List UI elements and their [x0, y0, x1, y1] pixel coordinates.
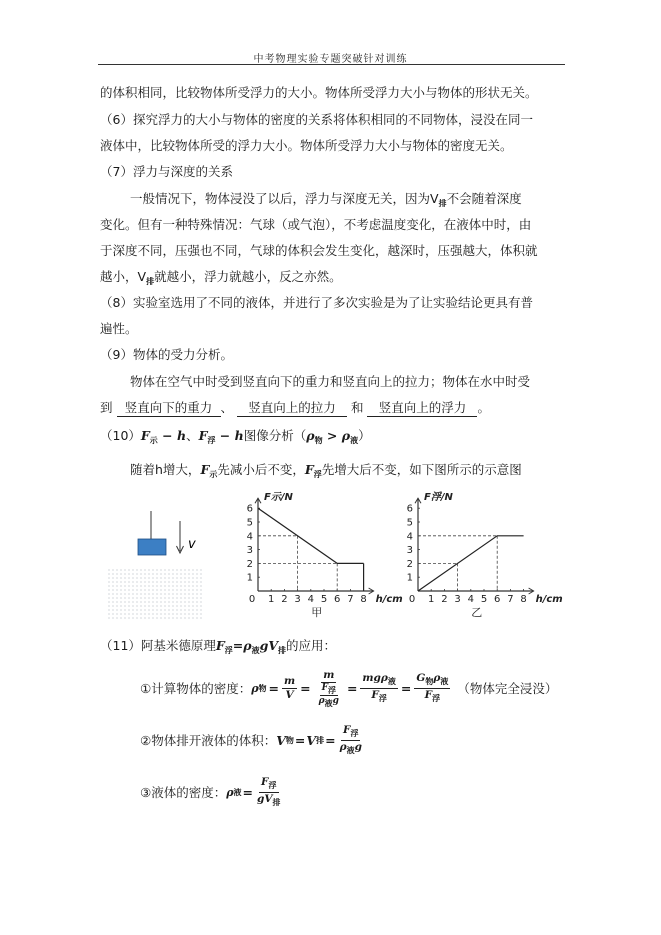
- fraction: [255, 776, 283, 809]
- text-run: 。: [477, 400, 490, 415]
- symbol: ρ: [433, 671, 441, 684]
- paragraph-line: （6）探究浮力的大小与物体的密度的关系将体积相同的不同物体，浸没在同一: [100, 112, 533, 127]
- denominator: [338, 741, 364, 757]
- answer-gravity: 竖直向下的重力: [117, 400, 221, 417]
- y-tick-label: 3: [246, 545, 253, 557]
- numerator: [341, 724, 360, 741]
- symbol: ρ: [341, 428, 351, 443]
- text-run: （11）阿基米德原理: [100, 638, 216, 653]
- denominator: [369, 689, 388, 705]
- x-tick-label: 0: [248, 594, 256, 605]
- text-run: 先增大后不变，如下图所示的示意图: [321, 462, 522, 477]
- subscript: 排: [438, 199, 447, 208]
- subscript: 浮: [350, 727, 359, 738]
- symbol: −: [157, 428, 177, 443]
- y-axis-label: F浮/N: [424, 492, 453, 504]
- x-tick-label: 1: [268, 594, 275, 605]
- subscript: 物: [314, 436, 323, 445]
- subscript: 浮: [327, 684, 336, 695]
- symbol: F: [371, 688, 379, 701]
- symbol: ρ: [339, 740, 347, 753]
- answer-buoyancy: 竖直向上的浮力: [367, 400, 477, 417]
- subscript: 排: [278, 646, 287, 655]
- section-heading: （7）浮力与深度的关系: [100, 164, 233, 179]
- text-run: 和: [350, 400, 364, 415]
- fill-blank-line: [100, 395, 490, 421]
- y-tick-label: 5: [246, 517, 253, 529]
- answer-tension: 竖直向上的拉力: [237, 400, 347, 417]
- section-heading: （9）物体的受力分析。: [100, 347, 233, 362]
- text-run: 到: [100, 400, 113, 415]
- x-tick-label: 5: [320, 594, 328, 605]
- symbol: F: [198, 428, 208, 443]
- symbol: =: [268, 680, 280, 696]
- subscript: 浮: [432, 692, 441, 703]
- symbol: ρ: [380, 671, 388, 684]
- subscript: 示: [209, 470, 218, 479]
- x-tick-label: 4: [307, 594, 314, 605]
- experiment-diagram: [100, 505, 210, 625]
- text-run: ③液体的密度：: [140, 785, 227, 800]
- fraction: [338, 724, 364, 757]
- header-divider: [98, 64, 565, 65]
- symbol: F: [304, 462, 314, 477]
- text-run: 就越小，浮力就越小，反之亦然。: [154, 269, 342, 284]
- paragraph-line: 的体积相同，比较物体所受浮力的大小。物体所受浮力大小与物体的形状无关。: [100, 85, 538, 100]
- y-tick-label: 6: [406, 503, 413, 515]
- text-run: 、: [220, 400, 234, 415]
- text-run: 不会随着深度: [446, 191, 522, 206]
- y-axis-label: F示/N: [264, 492, 293, 504]
- y-tick-label: 4: [406, 531, 413, 543]
- text-run: 先减小后不变，: [217, 462, 305, 477]
- symbol: V: [285, 688, 294, 701]
- symbol: h: [234, 428, 244, 443]
- y-tick-label: 3: [406, 545, 413, 557]
- x-tick-label: 2: [281, 594, 288, 605]
- symbol: >: [322, 428, 342, 443]
- chart-caption: 甲: [311, 606, 323, 619]
- subscript: 液: [233, 787, 242, 797]
- x-tick-label: 4: [467, 594, 474, 605]
- symbol: F: [261, 775, 269, 788]
- symbol: m: [284, 674, 296, 687]
- y-tick-label: 1: [406, 572, 413, 584]
- symbol: g: [354, 740, 362, 753]
- symbol: m: [362, 671, 374, 684]
- symbol: ρ: [318, 695, 325, 706]
- symbol: m: [323, 668, 335, 681]
- x-tick-label: 8: [520, 594, 527, 605]
- x-tick-label: 3: [294, 594, 301, 605]
- text-run: 、: [186, 428, 199, 443]
- page-header: 中考物理实验专题突破针对训练: [253, 54, 408, 65]
- velocity-label: v: [188, 537, 196, 552]
- symbol: ρ: [251, 681, 259, 695]
- symbol: V: [268, 638, 279, 653]
- chart-caption: 乙: [471, 606, 483, 619]
- paragraph-line: 液体中，比较物体所受的浮力大小。物体所受浮力大小与物体的密度无关。: [100, 138, 513, 153]
- subscript: 浮: [313, 470, 322, 479]
- symbol: g: [332, 695, 339, 706]
- x-tick-label: 8: [360, 594, 367, 605]
- formula-object-density: [140, 670, 557, 706]
- formula-liquid-density: [140, 774, 284, 810]
- subscript: 排: [316, 735, 325, 745]
- numerator: [282, 675, 297, 689]
- fraction: [414, 672, 450, 705]
- subscript: 浮: [268, 779, 277, 790]
- numerator: [320, 683, 338, 696]
- subscript: 物: [258, 683, 267, 693]
- subscript: 示: [149, 436, 158, 445]
- denominator: [255, 793, 283, 809]
- nested-fraction: [317, 683, 341, 708]
- section-heading: [100, 423, 371, 454]
- y-tick-label: 4: [246, 531, 253, 543]
- paragraph-line: （8）实验室选用了不同的液体，并进行了多次实验是为了让实验结论更具有普: [100, 295, 533, 310]
- subscript: 排: [146, 277, 155, 286]
- symbol: =: [346, 680, 358, 696]
- text-run: ②物体排开液体的体积：: [140, 733, 277, 748]
- symbol: =: [400, 680, 412, 696]
- text-run: 的应用：: [286, 638, 337, 653]
- symbol: =: [294, 732, 306, 748]
- subscript: 排: [272, 796, 281, 807]
- x-tick-label: 6: [334, 594, 341, 605]
- paragraph-line: [130, 457, 522, 488]
- fraction: [282, 675, 297, 702]
- x-tick-label: 3: [454, 594, 461, 605]
- x-tick-label: 2: [441, 594, 448, 605]
- denominator: [317, 696, 341, 708]
- x-tick-label: 6: [494, 594, 501, 605]
- subscript: 物: [425, 675, 434, 686]
- text-run: 一般情况下，物体浸没了以后，浮力与深度无关，因为V: [130, 191, 439, 206]
- subscript: 液: [346, 744, 355, 755]
- symbol: h: [176, 428, 187, 443]
- x-axis-label: h/cm: [535, 594, 563, 605]
- y-tick-label: 6: [246, 503, 253, 515]
- symbol: F: [215, 638, 225, 653]
- subscript: 浮: [207, 436, 216, 445]
- symbol: g: [259, 638, 269, 653]
- chart-f-shi-vs-h: [240, 492, 403, 623]
- text-run: 图像分析（: [243, 428, 307, 443]
- y-tick-label: 5: [406, 517, 413, 529]
- text-run: （物体完全浸没）: [457, 681, 558, 696]
- numerator: [414, 672, 450, 689]
- symbol: g: [373, 671, 381, 684]
- fraction: [314, 669, 344, 708]
- subscript: 液: [350, 436, 359, 445]
- symbol: V: [264, 792, 273, 805]
- symbol: ρ: [243, 638, 252, 653]
- text-run: （10）: [100, 428, 141, 443]
- symbol: F: [343, 723, 351, 736]
- paragraph-line: 物体在空气中时受到竖直向下的重力和竖直向上的拉力；物体在水中时受: [130, 374, 531, 389]
- symbol: g: [257, 792, 265, 805]
- x-tick-label: 5: [480, 594, 488, 605]
- text-run: 越小，V: [100, 269, 147, 284]
- numerator: [360, 672, 397, 689]
- subscript: 液: [440, 675, 449, 686]
- denominator: [314, 683, 344, 708]
- paragraph-line: 遍性。: [100, 321, 138, 336]
- text-run: ）: [358, 428, 371, 443]
- symbol: V: [306, 732, 317, 748]
- denominator: [423, 689, 442, 705]
- symbol: ρ: [306, 428, 315, 443]
- numerator: [259, 776, 278, 793]
- y-tick-label: 1: [246, 572, 253, 584]
- y-tick-label: 2: [406, 558, 413, 570]
- subscript: 浮: [224, 646, 233, 655]
- x-tick-label: 0: [408, 594, 416, 605]
- symbol: F: [424, 688, 433, 701]
- text-run: 随着h增大，: [130, 462, 201, 477]
- symbol: ρ: [226, 785, 234, 799]
- paragraph-line: 变化。但有一种特殊情况：气球（或气泡），不考虑温度变化，在液体中时，由: [100, 217, 532, 232]
- symbol: =: [242, 784, 254, 800]
- symbol: F: [200, 462, 210, 477]
- subscript: 物: [285, 735, 294, 745]
- liquid-tank: [106, 568, 202, 620]
- fraction: [360, 672, 397, 705]
- numerator: [321, 669, 336, 683]
- subscript: 液: [251, 646, 260, 655]
- denominator: [284, 689, 296, 702]
- symbol: F: [140, 428, 150, 443]
- symbol: G: [416, 671, 426, 684]
- symbol: F: [321, 682, 328, 693]
- subscript: 浮: [378, 692, 387, 703]
- paragraph-line: 于深度不同，压强也不同，气球的体积会发生变化，越深时，压强越大，体积就: [100, 243, 538, 258]
- symbol: V: [276, 732, 286, 748]
- symbol: −: [215, 428, 235, 443]
- subscript: 液: [387, 675, 396, 686]
- subscript: 液: [324, 697, 333, 708]
- symbol: =: [325, 732, 336, 748]
- symbol: =: [300, 680, 311, 696]
- x-tick-label: 7: [347, 594, 354, 605]
- x-tick-label: 1: [428, 594, 435, 605]
- x-tick-label: 7: [507, 594, 514, 605]
- formula-displaced-volume: [140, 722, 365, 758]
- chart-f-fu-vs-h: [400, 493, 570, 623]
- hanging-block: [138, 539, 166, 555]
- x-axis-label: h/cm: [375, 594, 403, 605]
- text-run: ①计算物体的密度：: [140, 681, 252, 696]
- section-heading: [100, 633, 336, 664]
- symbol: =: [232, 638, 244, 653]
- y-tick-label: 2: [246, 558, 253, 570]
